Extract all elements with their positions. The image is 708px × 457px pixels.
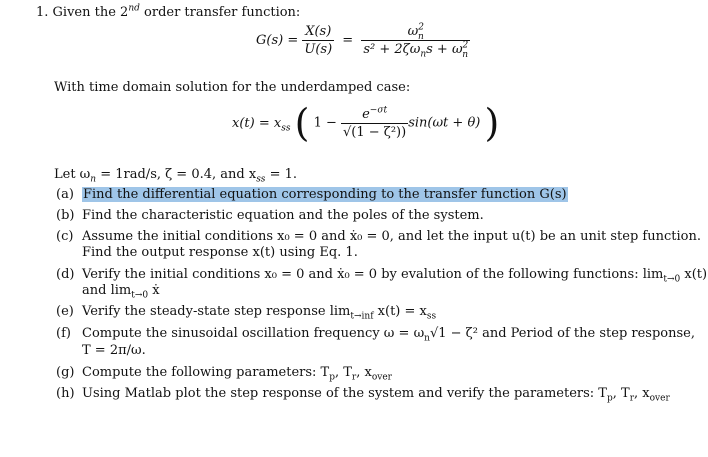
item-g-sub3: over: [371, 372, 392, 383]
item-c-line2: [82, 245, 358, 261]
let-sub: n: [90, 174, 97, 185]
item-h-sub: p: [606, 393, 613, 404]
xt-frac-den: √(1 − ζ²)): [343, 124, 407, 140]
item-c: [56, 229, 701, 245]
item-g-text-after2: , x: [356, 365, 372, 380]
tf-rhs-den-b: s + ω: [426, 42, 463, 57]
item-b-label: (b): [56, 208, 75, 223]
item-h-label: (h): [56, 386, 75, 401]
item-c-label: (c): [56, 229, 74, 244]
xt-frac-num-sup: −σt: [369, 105, 388, 116]
item-e-sub3: ss: [426, 311, 437, 322]
item-a: [56, 187, 568, 203]
item-d-sub2: t→0: [131, 290, 149, 301]
xt-fraction: [341, 107, 408, 140]
heading-text-pre: Given the 2: [52, 5, 129, 20]
heading-sup: nd: [128, 3, 140, 14]
item-f-text-after: √1 − ζ² and Period of the step response,: [429, 326, 695, 341]
item-f: [56, 326, 695, 342]
tf-mid-den: U(s): [304, 42, 333, 57]
item-g-label: (g): [56, 365, 75, 380]
item-f-label: (f): [56, 326, 71, 341]
item-a-label: (a): [56, 187, 74, 202]
item-g-text: Compute the following parameters: T: [82, 365, 330, 380]
tf-eq2: =: [342, 33, 354, 48]
tf-mid-num: X(s): [302, 24, 334, 41]
item-e-sub: t→inf: [350, 311, 374, 322]
item-d-sub: t→0: [663, 274, 681, 285]
tf-rhs-num-omega: ω: [407, 24, 419, 39]
xt-lhs-text: x(t) = x: [232, 115, 282, 131]
item-f-text: Compute the sinusoidal oscillation frequency ω = ω: [82, 326, 425, 341]
item-e-text-after: x(t) = x: [373, 304, 427, 319]
tf-rhs-den: [361, 40, 470, 60]
time-response-equation: [232, 101, 500, 145]
tf-rhs-num: [361, 24, 470, 41]
item-b-text: Find the characteristic equation and the poles of the system.: [82, 208, 484, 223]
tf-ratio-xu: [302, 24, 334, 57]
tf-ratio-omega: [361, 22, 470, 60]
item-h-sub2: r: [629, 393, 634, 404]
item-e-label: (e): [56, 304, 74, 319]
xt-one-minus: 1 −: [313, 115, 337, 131]
heading-text-post: order transfer function:: [139, 5, 301, 20]
xt-frac-num-e: e: [362, 106, 370, 122]
item-d-text: Verify the initial conditions x₀ = 0 and ẋ₀ = 0 by evalution of the following functions: lim: [82, 267, 664, 282]
item-g: [56, 365, 392, 381]
item-d-line2: [82, 283, 160, 299]
item-h-text-after: , T: [612, 386, 630, 401]
item-c-text2: Find the output response x(t) using Eq. 1.: [82, 245, 358, 260]
transfer-function-equation: [256, 22, 470, 60]
item-e: [56, 304, 436, 320]
let-rest: = 1rad/s, ζ = 0.4, and x: [96, 167, 257, 182]
let-end: = 1.: [265, 167, 297, 182]
item-f-text2: T = 2π/ω.: [82, 343, 146, 358]
tf-rhs-den-a: s² + 2ζω: [363, 42, 421, 57]
item-e-text: Verify the steady-state step response lim: [82, 304, 351, 319]
xt-sin: sin(ωt + θ): [408, 115, 481, 131]
left-paren: (: [294, 101, 310, 145]
item-a-text-highlighted[interactable]: Find the differential equation corresponding to the transfer function G(s): [83, 187, 567, 202]
tf-lhs: G(s) =: [256, 33, 299, 48]
item-f-line2: [82, 343, 146, 359]
item-g-text-after: , T: [334, 365, 352, 380]
right-paren: ): [484, 101, 500, 145]
tf-rhs-num-sup: 2: [418, 22, 424, 33]
item-g-sub2: r: [351, 372, 357, 383]
let-text: Let ω: [54, 167, 91, 182]
problem-number: 1.: [36, 5, 49, 20]
item-c-text: Assume the initial conditions x₀ = 0 and ẋ₀ = 0, and let the input u(t) be an unit step function.: [82, 229, 701, 244]
item-d-text2-after: ẋ: [148, 283, 160, 298]
item-h: [56, 386, 670, 402]
xt-frac-num: [341, 107, 408, 124]
item-d-label: (d): [56, 267, 75, 282]
problem-heading: [36, 5, 300, 21]
xt-lhs-sub: ss: [281, 123, 291, 134]
item-h-sub3: over: [649, 393, 670, 404]
item-h-text-after2: , x: [634, 386, 650, 401]
item-d: [56, 267, 707, 283]
time-domain-intro: With time domain solution for the underdamped case:: [54, 80, 411, 95]
tf-rhs-den-sub: n: [420, 49, 427, 60]
tf-rhs-den-sub2: n: [462, 49, 469, 60]
tf-rhs-num-sub: n: [417, 31, 424, 42]
item-h-text: Using Matlab plot the step response of the system and verify the parameters: T: [82, 386, 607, 401]
item-b: [56, 208, 484, 224]
item-d-text2: and lim: [82, 283, 132, 298]
given-values-line: [54, 167, 297, 183]
item-g-sub: p: [329, 372, 335, 383]
item-f-sub: n: [424, 333, 430, 344]
item-d-text-after: x(t): [680, 267, 708, 282]
let-sub2: ss: [256, 174, 266, 185]
xt-lhs: [232, 115, 291, 134]
tf-rhs-den-sup2: 2: [462, 40, 469, 51]
